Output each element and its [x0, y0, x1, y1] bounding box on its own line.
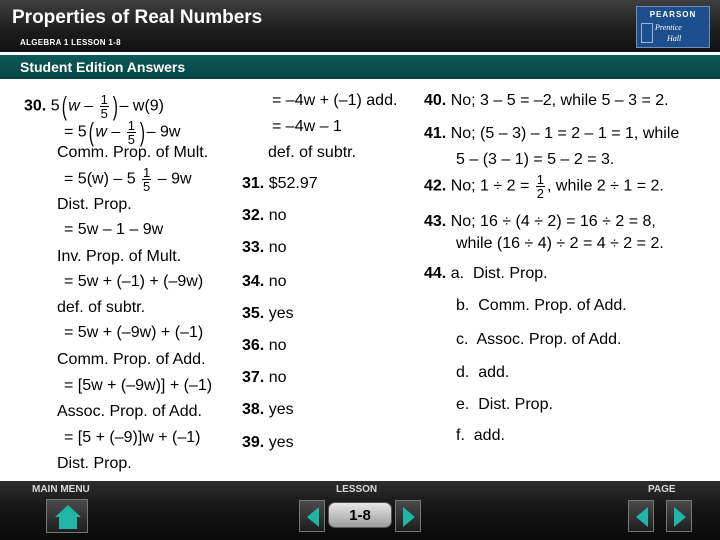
- answer-text: no: [268, 273, 287, 290]
- part-letter: f.: [456, 427, 465, 444]
- answer-36: [242, 338, 287, 354]
- lesson-subtitle: ALGEBRA 1 LESSON 1-8: [20, 38, 121, 47]
- answer-number: 32.: [242, 207, 265, 224]
- answer-30-line-9: = –4w + (–1) add.: [272, 92, 398, 109]
- paren-close: ): [112, 91, 118, 122]
- answer-30-line-8: = [5 + (–9)]w + (–1): [64, 429, 201, 446]
- expr-part: 5: [50, 97, 60, 115]
- answer-30-line-1: [24, 93, 164, 120]
- fraction: [142, 166, 151, 193]
- main-menu-label: MAIN MENU: [32, 484, 90, 495]
- answer-30-line-3: [64, 166, 192, 193]
- part-letter: d.: [456, 364, 470, 381]
- answer-number: 41.: [424, 125, 447, 142]
- answer-number: 44.: [424, 265, 447, 282]
- answer-text: no: [268, 239, 287, 256]
- answer-text: no: [268, 207, 287, 224]
- paren-close: ): [139, 117, 145, 148]
- answer-37: [242, 370, 287, 386]
- answer-30-line-4: = 5w – 1 – 9w: [64, 221, 164, 238]
- logo-line-1: PEARSON: [649, 10, 697, 19]
- part-letter: b.: [456, 297, 470, 314]
- page-next-button[interactable]: [666, 500, 692, 532]
- publisher-logo: [636, 6, 710, 48]
- answer-44a: [424, 266, 548, 282]
- logo-seal-icon: [641, 23, 653, 43]
- triangle-left-icon: [629, 501, 655, 533]
- lesson-prev-button[interactable]: [299, 500, 325, 532]
- title-bar: [0, 0, 720, 52]
- answer-30-line-10: = –4w – 1: [272, 118, 342, 135]
- logo-line-3: Hall: [667, 34, 682, 43]
- home-icon: [47, 500, 89, 534]
- answer-number: 39.: [242, 434, 265, 451]
- answer-33: [242, 240, 287, 256]
- answer-38: [242, 402, 294, 418]
- expr-part: – w(9): [119, 97, 164, 115]
- lesson-number-badge: 1-8: [328, 502, 392, 528]
- fraction-numerator: 1: [536, 172, 544, 187]
- answer-30-line-2: [64, 119, 180, 146]
- answer-number: 35.: [242, 305, 265, 322]
- answer-30-line-6: = 5w + (–9w) + (–1): [64, 324, 204, 341]
- answer-number: 40.: [424, 92, 447, 109]
- answer-number: 37.: [242, 369, 265, 386]
- section-label: Student Edition Answers: [20, 59, 186, 75]
- lesson-label: LESSON: [336, 484, 378, 495]
- answer-text: yes: [268, 305, 294, 322]
- fraction: [127, 119, 136, 146]
- answer-text: $52.97: [268, 175, 318, 192]
- triangle-right-icon: [667, 501, 693, 533]
- expr-part: – 9w: [146, 123, 181, 141]
- answer-30-reason-7: Dist. Prop.: [57, 455, 132, 472]
- answer-30-reason-2: Dist. Prop.: [57, 196, 132, 213]
- answer-text: no: [268, 369, 287, 386]
- answer-41-line-1: [424, 126, 679, 142]
- answer-30-reason-1: Comm. Prop. of Mult.: [57, 144, 209, 161]
- answer-39: [242, 435, 294, 451]
- answer-30-line-5: = 5w + (–1) + (–9w): [64, 273, 204, 290]
- answer-number: 33.: [242, 239, 265, 256]
- fraction-denominator: 2: [536, 186, 544, 201]
- answer-number: 31.: [242, 175, 265, 192]
- page-prev-button[interactable]: [628, 500, 654, 532]
- answer-text: Assoc. Prop. of Add.: [476, 331, 622, 348]
- answer-text: yes: [268, 401, 294, 418]
- answer-text: yes: [268, 434, 294, 451]
- answer-42: [424, 173, 664, 200]
- answer-text: No; 16 ÷ (4 ÷ 2) = 16 ÷ 2 = 8,: [450, 213, 656, 230]
- answer-text: No; (5 – 3) – 1 = 2 – 1 = 1, while: [450, 125, 680, 142]
- part-letter: c.: [456, 331, 469, 348]
- answer-text: , while 2 ÷ 1 = 2.: [547, 177, 664, 195]
- part-letter: e.: [456, 396, 470, 413]
- answer-30-line-7: = [5w + (–9w)] + (–1): [64, 377, 213, 394]
- main-menu-button[interactable]: [46, 499, 88, 533]
- answer-44c: [456, 332, 621, 348]
- fraction-denominator: 5: [127, 132, 135, 147]
- paren-open: (: [61, 91, 67, 122]
- fraction-numerator: 1: [100, 92, 108, 107]
- fraction: [100, 93, 109, 120]
- answer-text: add.: [473, 427, 505, 444]
- expr-part: = 5: [64, 123, 87, 141]
- answer-text: Dist. Prop.: [478, 396, 553, 413]
- answer-text: no: [268, 337, 287, 354]
- page-label: PAGE: [648, 484, 676, 495]
- part-letter: a.: [450, 265, 465, 282]
- fraction-numerator: 1: [143, 165, 151, 180]
- answer-44b: [456, 298, 627, 314]
- answer-41-line-2: 5 – (3 – 1) = 5 – 2 = 3.: [456, 151, 615, 168]
- expr-part: = 5(w) – 5: [64, 170, 136, 188]
- answer-43-line-1: [424, 214, 656, 230]
- expr-part: w –: [95, 123, 121, 141]
- answer-30-reason-4: def. of subtr.: [57, 299, 146, 316]
- section-bar: [0, 55, 720, 79]
- answer-30-reason-6: Assoc. Prop. of Add.: [57, 403, 202, 420]
- paren-open: (: [88, 117, 94, 148]
- answer-30-reason-3: Inv. Prop. of Mult.: [57, 248, 182, 265]
- answer-text: add.: [478, 364, 510, 381]
- answer-34: [242, 274, 287, 290]
- page-title: Properties of Real Numbers: [12, 7, 263, 28]
- logo-line-2: Prentice: [655, 23, 682, 32]
- answer-31: [242, 176, 318, 192]
- triangle-left-icon: [300, 501, 326, 533]
- answer-text: No; 1 ÷ 2 =: [450, 177, 530, 195]
- expr-part: – 9w: [157, 170, 192, 188]
- fraction: [536, 173, 545, 200]
- answer-32: [242, 208, 287, 224]
- lesson-next-button[interactable]: [395, 500, 421, 532]
- answer-number: 43.: [424, 213, 447, 230]
- expr-part: w –: [68, 97, 94, 115]
- answer-number: 36.: [242, 337, 265, 354]
- answer-number: 42.: [424, 177, 447, 195]
- answer-text: No; 3 – 5 = –2, while 5 – 3 = 2.: [450, 92, 669, 109]
- fraction-numerator: 1: [127, 118, 135, 133]
- answer-30-reason-8: def. of subtr.: [268, 144, 357, 161]
- fraction-denominator: 5: [100, 106, 108, 121]
- triangle-right-icon: [396, 501, 422, 533]
- answer-text: Comm. Prop. of Add.: [478, 297, 627, 314]
- answer-44d: [456, 365, 509, 381]
- fraction-denominator: 5: [143, 179, 151, 194]
- answer-35: [242, 306, 294, 322]
- answer-30-reason-5: Comm. Prop. of Add.: [57, 351, 206, 368]
- answer-text: Dist. Prop.: [472, 265, 548, 282]
- answer-43-line-2: while (16 ÷ 4) ÷ 2 = 4 ÷ 2 = 2.: [456, 235, 664, 252]
- answer-number: 34.: [242, 273, 265, 290]
- answer-44f: [456, 428, 505, 444]
- answer-number: 38.: [242, 401, 265, 418]
- answer-44e: [456, 397, 553, 413]
- answer-number: 30.: [24, 97, 47, 115]
- answer-40: [424, 93, 669, 109]
